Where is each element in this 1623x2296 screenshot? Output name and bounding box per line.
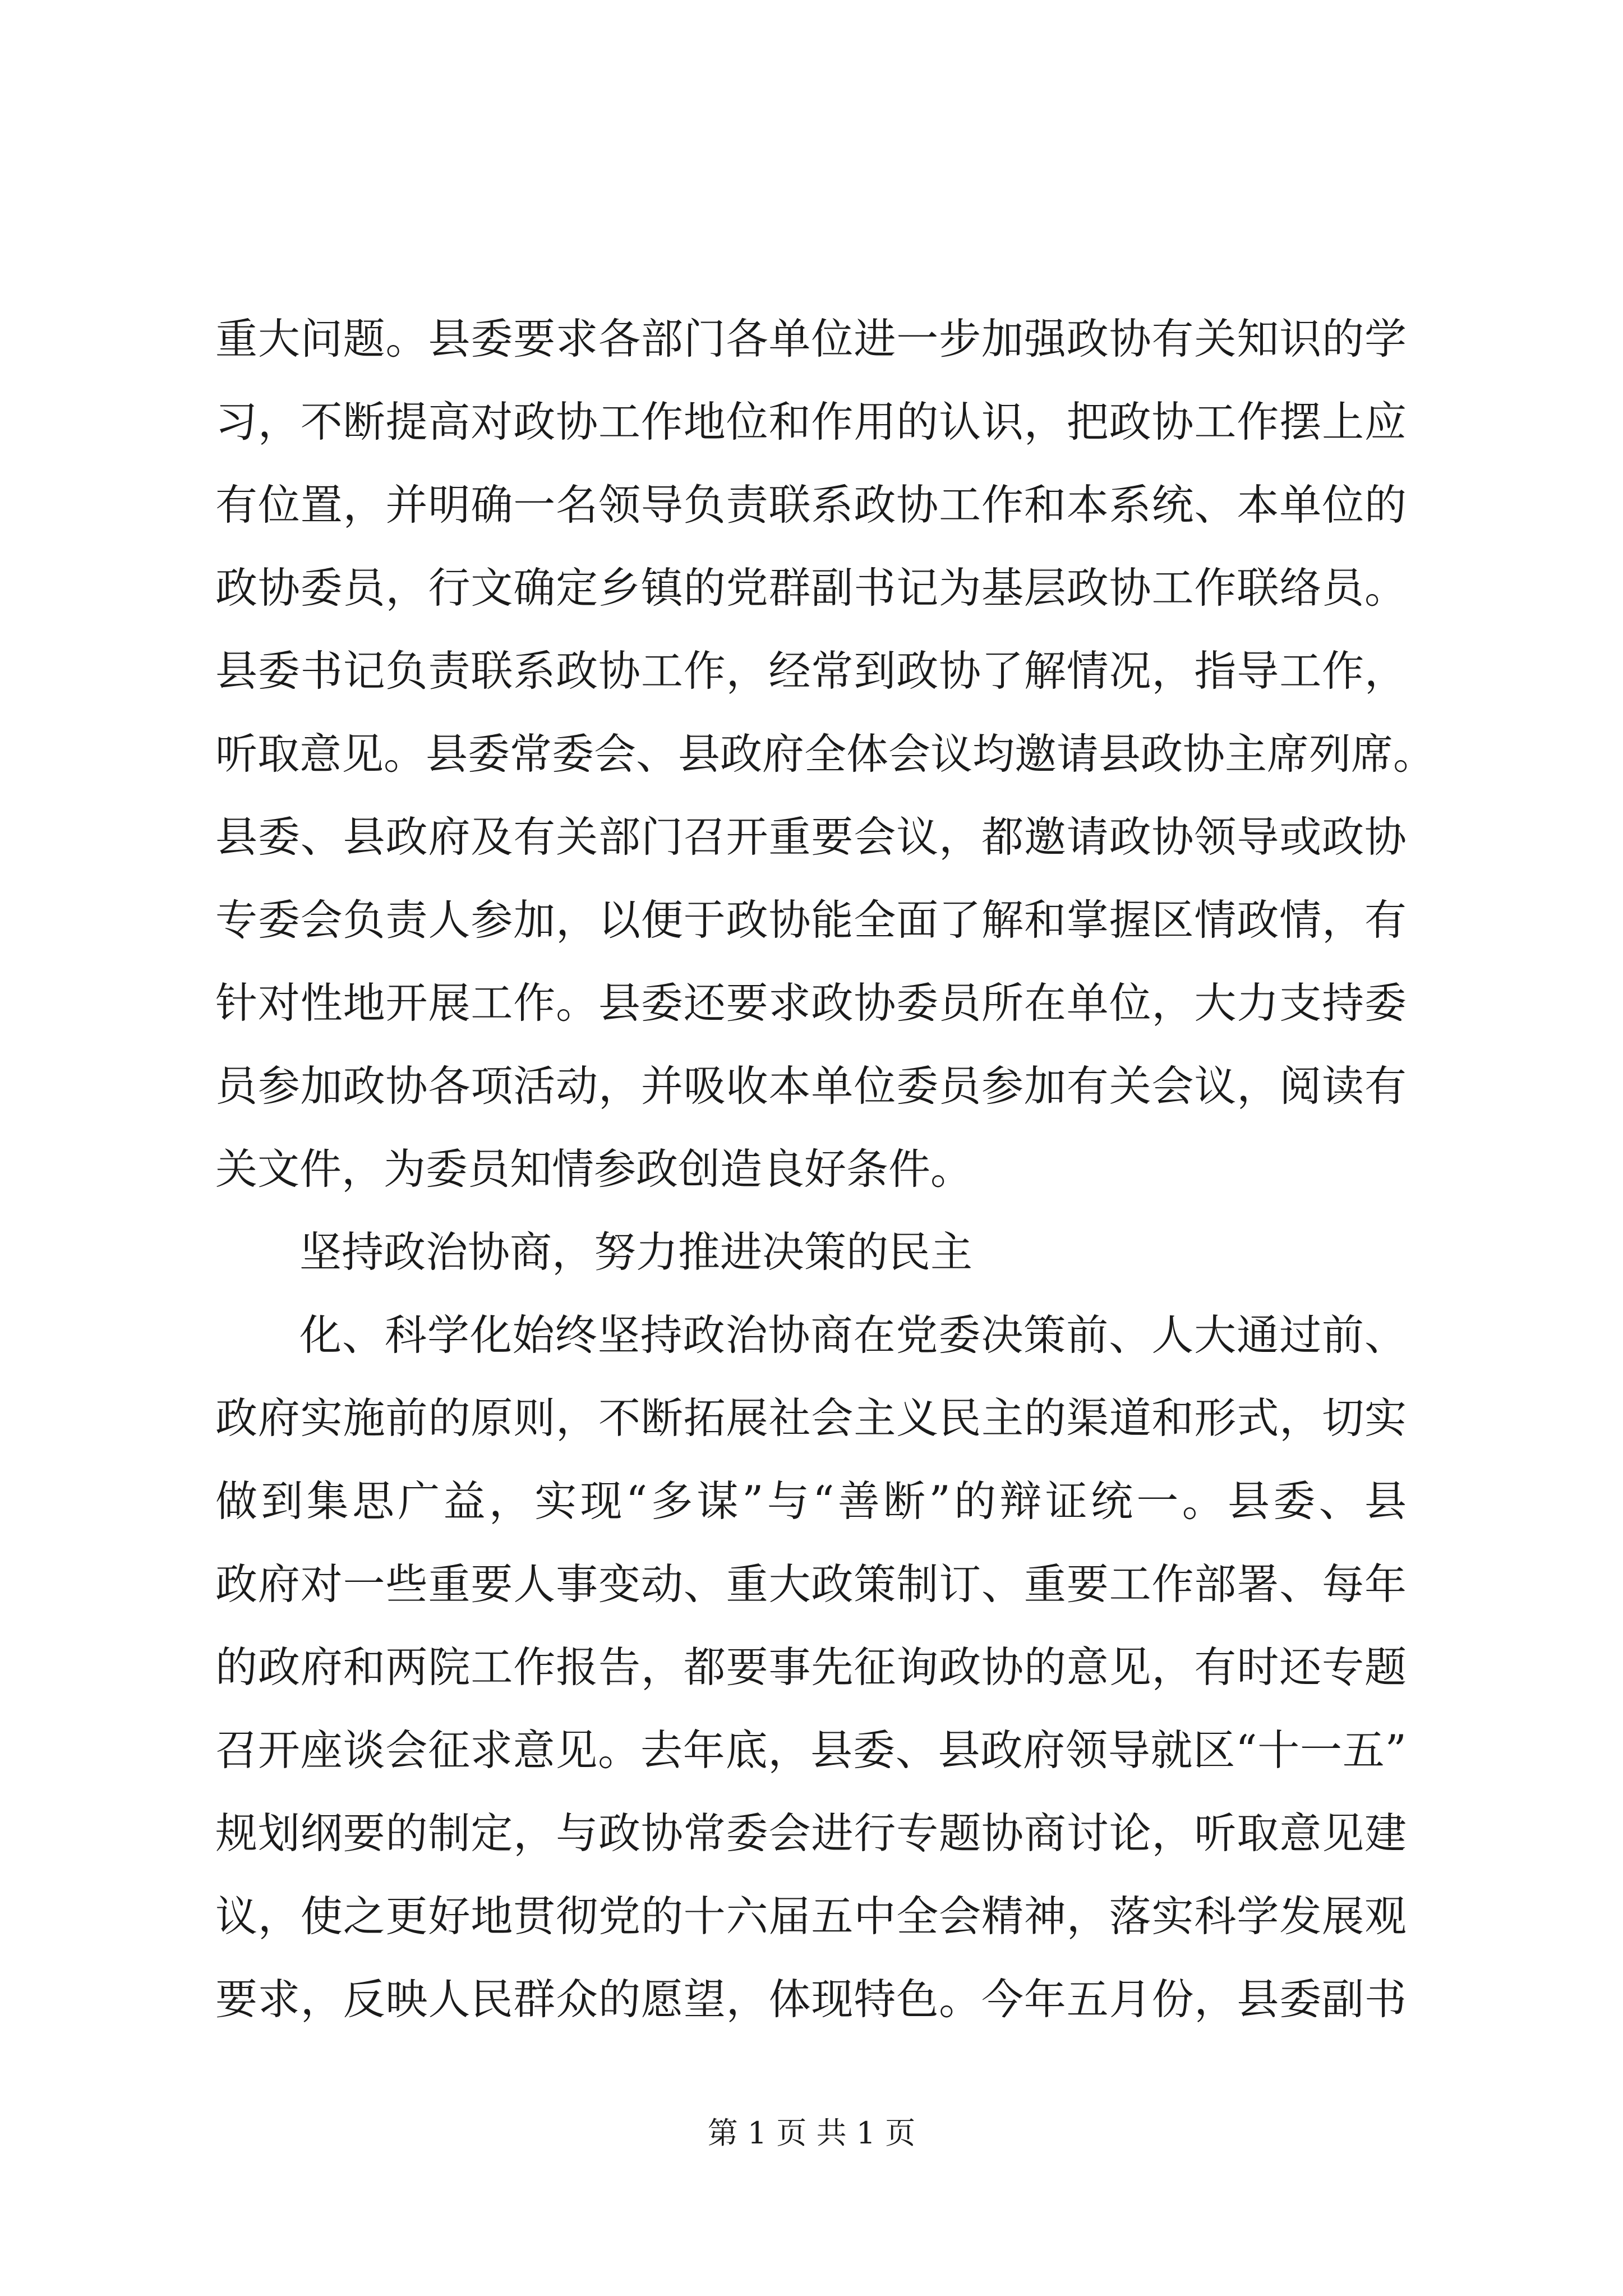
text-line: 要求，反映人民群众的愿望，体现特色。今年五月份，县委副书	[215, 1975, 1407, 2024]
text-line: 关文件，为委员知情参政创造良好条件。	[215, 1144, 973, 1194]
text-line: 规划纲要的制定，与政协常委会进行专题协商讨论，听取意见建	[215, 1809, 1407, 1858]
text-line: 议，使之更好地贯彻党的十六届五中全会精神，落实科学发展观	[215, 1892, 1407, 1941]
page-footer: 第 1 页 共 1 页	[707, 2115, 916, 2151]
text-line: 员参加政协各项活动，并吸收本单位委员参加有关会议，阅读有	[215, 1061, 1407, 1111]
text-line: 政府对一些重要人事变动、重大政策制订、重要工作部署、每年	[215, 1559, 1407, 1609]
section-heading: 坚持政治协商，努力推进决策的民主	[299, 1227, 973, 1277]
text-line: 县委书记负责联系政协工作，经常到政协了解情况，指导工作，	[215, 646, 1407, 696]
text-line: 政协委员，行文确定乡镇的党群副书记为基层政协工作联络员。	[215, 563, 1407, 613]
text-line: 针对性地开展工作。县委还要求政协委员所在单位，大力支持委	[215, 978, 1407, 1028]
paragraph-first-line: 化、科学化始终坚持政治协商在党委决策前、人大通过前、	[299, 1310, 1407, 1360]
text-line: 县委、县政府及有关部门召开重要会议，都邀请政协领导或政协	[215, 812, 1407, 862]
text-line: 做到集思广益，实现“多谋”与“善断”的辩证统一。县委、县	[215, 1476, 1407, 1526]
text-line: 的政府和两院工作报告，都要事先征询政协的意见，有时还专题	[215, 1642, 1407, 1692]
text-line: 听取意见。县委常委会、县政府全体会议均邀请县政协主席列席。	[215, 729, 1436, 779]
text-line: 有位置，并明确一名领导负责联系政协工作和本系统、本单位的	[215, 480, 1407, 530]
text-line: 召开座谈会征求意见。去年底，县委、县政府领导就区“十一五”	[215, 1726, 1407, 1775]
document-body	[215, 297, 1436, 2041]
text-line: 习，不断提高对政协工作地位和作用的认识，把政协工作摆上应	[215, 397, 1407, 447]
text-line: 重大问题。县委要求各部门各单位进一步加强政协有关知识的学	[215, 314, 1407, 364]
text-line: 政府实施前的原则，不断拓展社会主义民主的渠道和形式，切实	[215, 1393, 1407, 1443]
text-line: 专委会负责人参加，以便于政协能全面了解和掌握区情政情，有	[215, 895, 1407, 945]
